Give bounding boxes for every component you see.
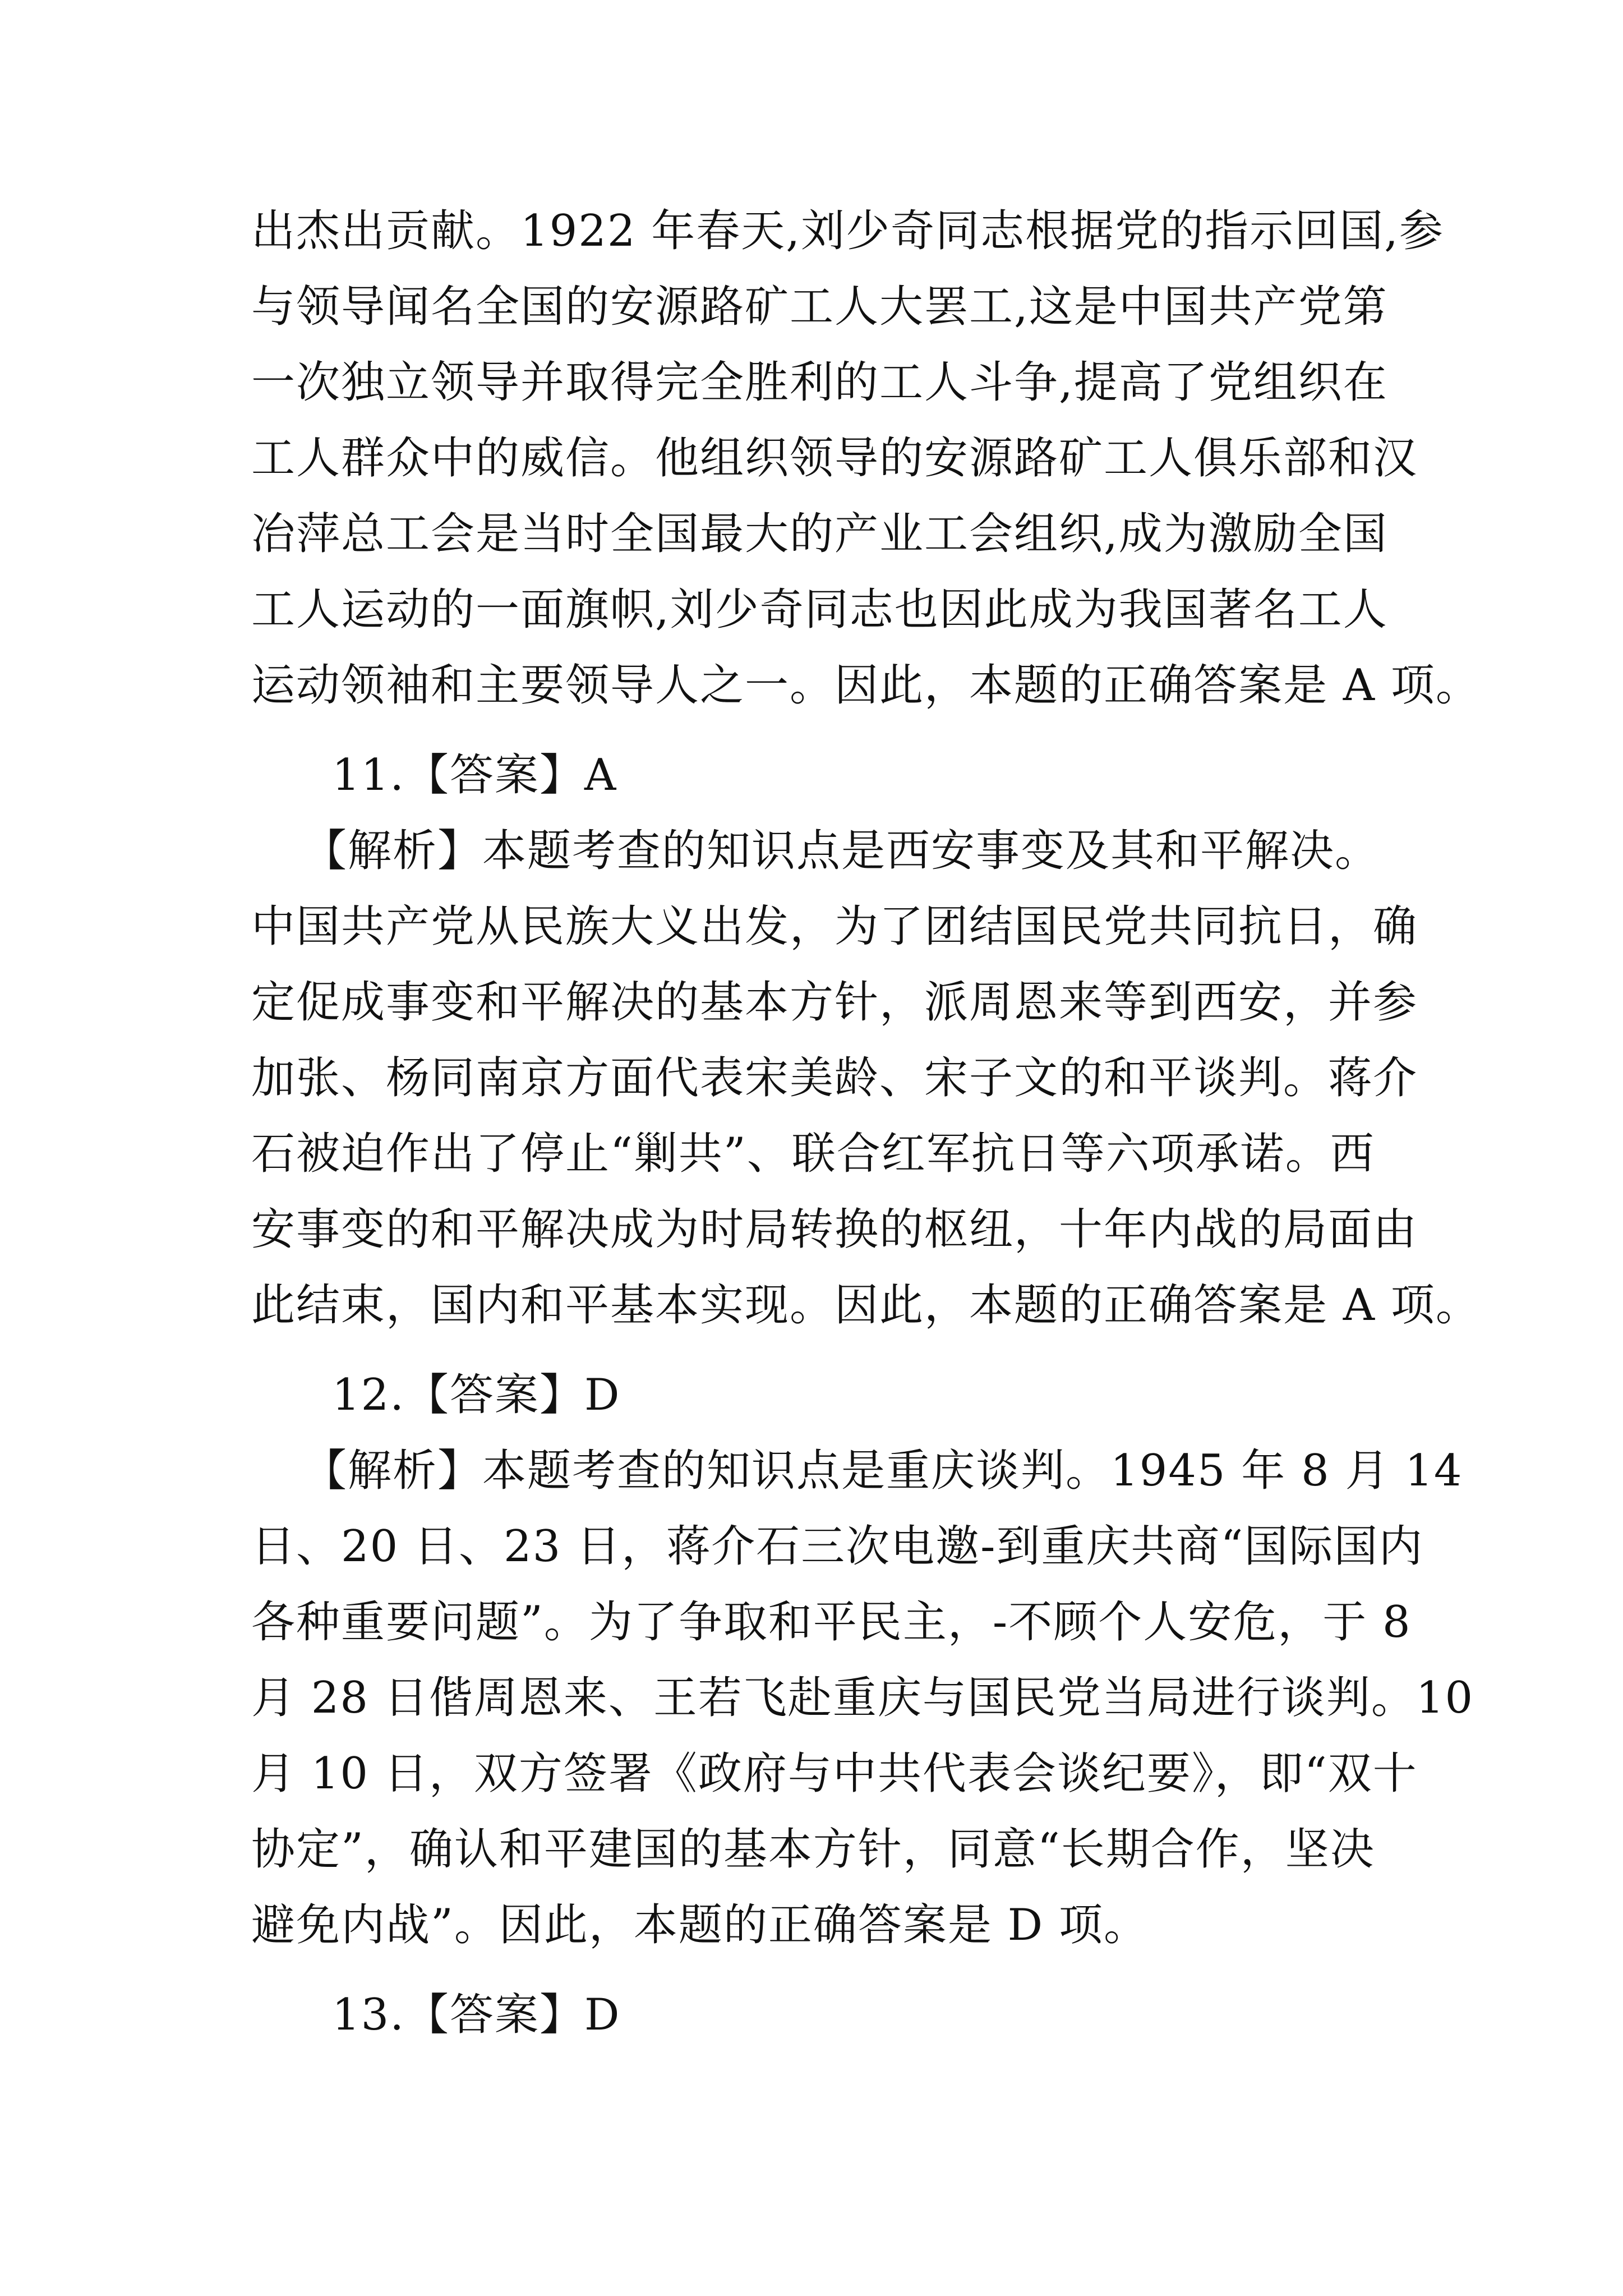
text-line: 中国共产党从民族大义出发，为了团结国民党共同抗日，确 [251, 901, 1418, 952]
text-line: 定促成事变和平解决的基本方针，派周恩来等到西安，并参 [251, 977, 1418, 1028]
text-line: 日、20 日、23 日，蒋介石三次电邀-到重庆共商“国际国内 [251, 1521, 1424, 1572]
text-line: 月 28 日偕周恩来、王若飞赴重庆与国民党当局进行谈判。10 [251, 1673, 1474, 1723]
text-line: 加张、杨同南京方面代表宋美龄、宋子文的和平谈判。蒋介 [251, 1053, 1418, 1103]
answer-heading: 13.【答案】D [332, 1990, 621, 2040]
text-line: 运动领袖和主要领导人之一。因此，本题的正确答案是 A 项。 [251, 660, 1481, 711]
text-line: 一次独立领导并取得完全胜利的工人斗争,提高了党组织在 [251, 357, 1388, 408]
text-line: 协定”，确认和平建国的基本方针，同意“长期合作，坚决 [251, 1824, 1375, 1875]
text-line: 避免内战”。因此，本题的正确答案是 D 项。 [251, 1900, 1149, 1950]
analysis-heading: 【解析】本题考查的知识点是西安事变及其和平解决。 [303, 826, 1380, 876]
answer-heading: 11.【答案】A [332, 750, 617, 800]
analysis-heading: 【解析】本题考查的知识点是重庆谈判。1945 年 8 月 14 [303, 1446, 1463, 1496]
text-line: 月 10 日，双方签署《政府与中共代表会谈纪要》，即“双十 [251, 1749, 1418, 1799]
text-line: 与领导闻名全国的安源路矿工人大罢工,这是中国共产党第 [251, 282, 1388, 332]
text-line: 此结束，国内和平基本实现。因此，本题的正确答案是 A 项。 [251, 1280, 1481, 1331]
text-line: 冶萍总工会是当时全国最大的产业工会组织,成为激励全国 [251, 509, 1388, 559]
text-line: 安事变的和平解决成为时局转换的枢纽，十年内战的局面由 [251, 1204, 1418, 1255]
text-line: 石被迫作出了停止“剿共”、联合红军抗日等六项承诺。西 [251, 1129, 1375, 1179]
text-line: 工人群众中的威信。他组织领导的安源路矿工人俱乐部和汉 [251, 433, 1418, 484]
text-line: 出杰出贡献。1922 年春天,刘少奇同志根据党的指示回国,参 [251, 206, 1444, 256]
text-line: 工人运动的一面旗帜,刘少奇同志也因此成为我国著名工人 [251, 585, 1388, 635]
text-line: 各种重要问题”。为了争取和平民主，-不顾个人安危，于 8 [251, 1597, 1412, 1648]
answer-heading: 12.【答案】D [332, 1370, 621, 1420]
